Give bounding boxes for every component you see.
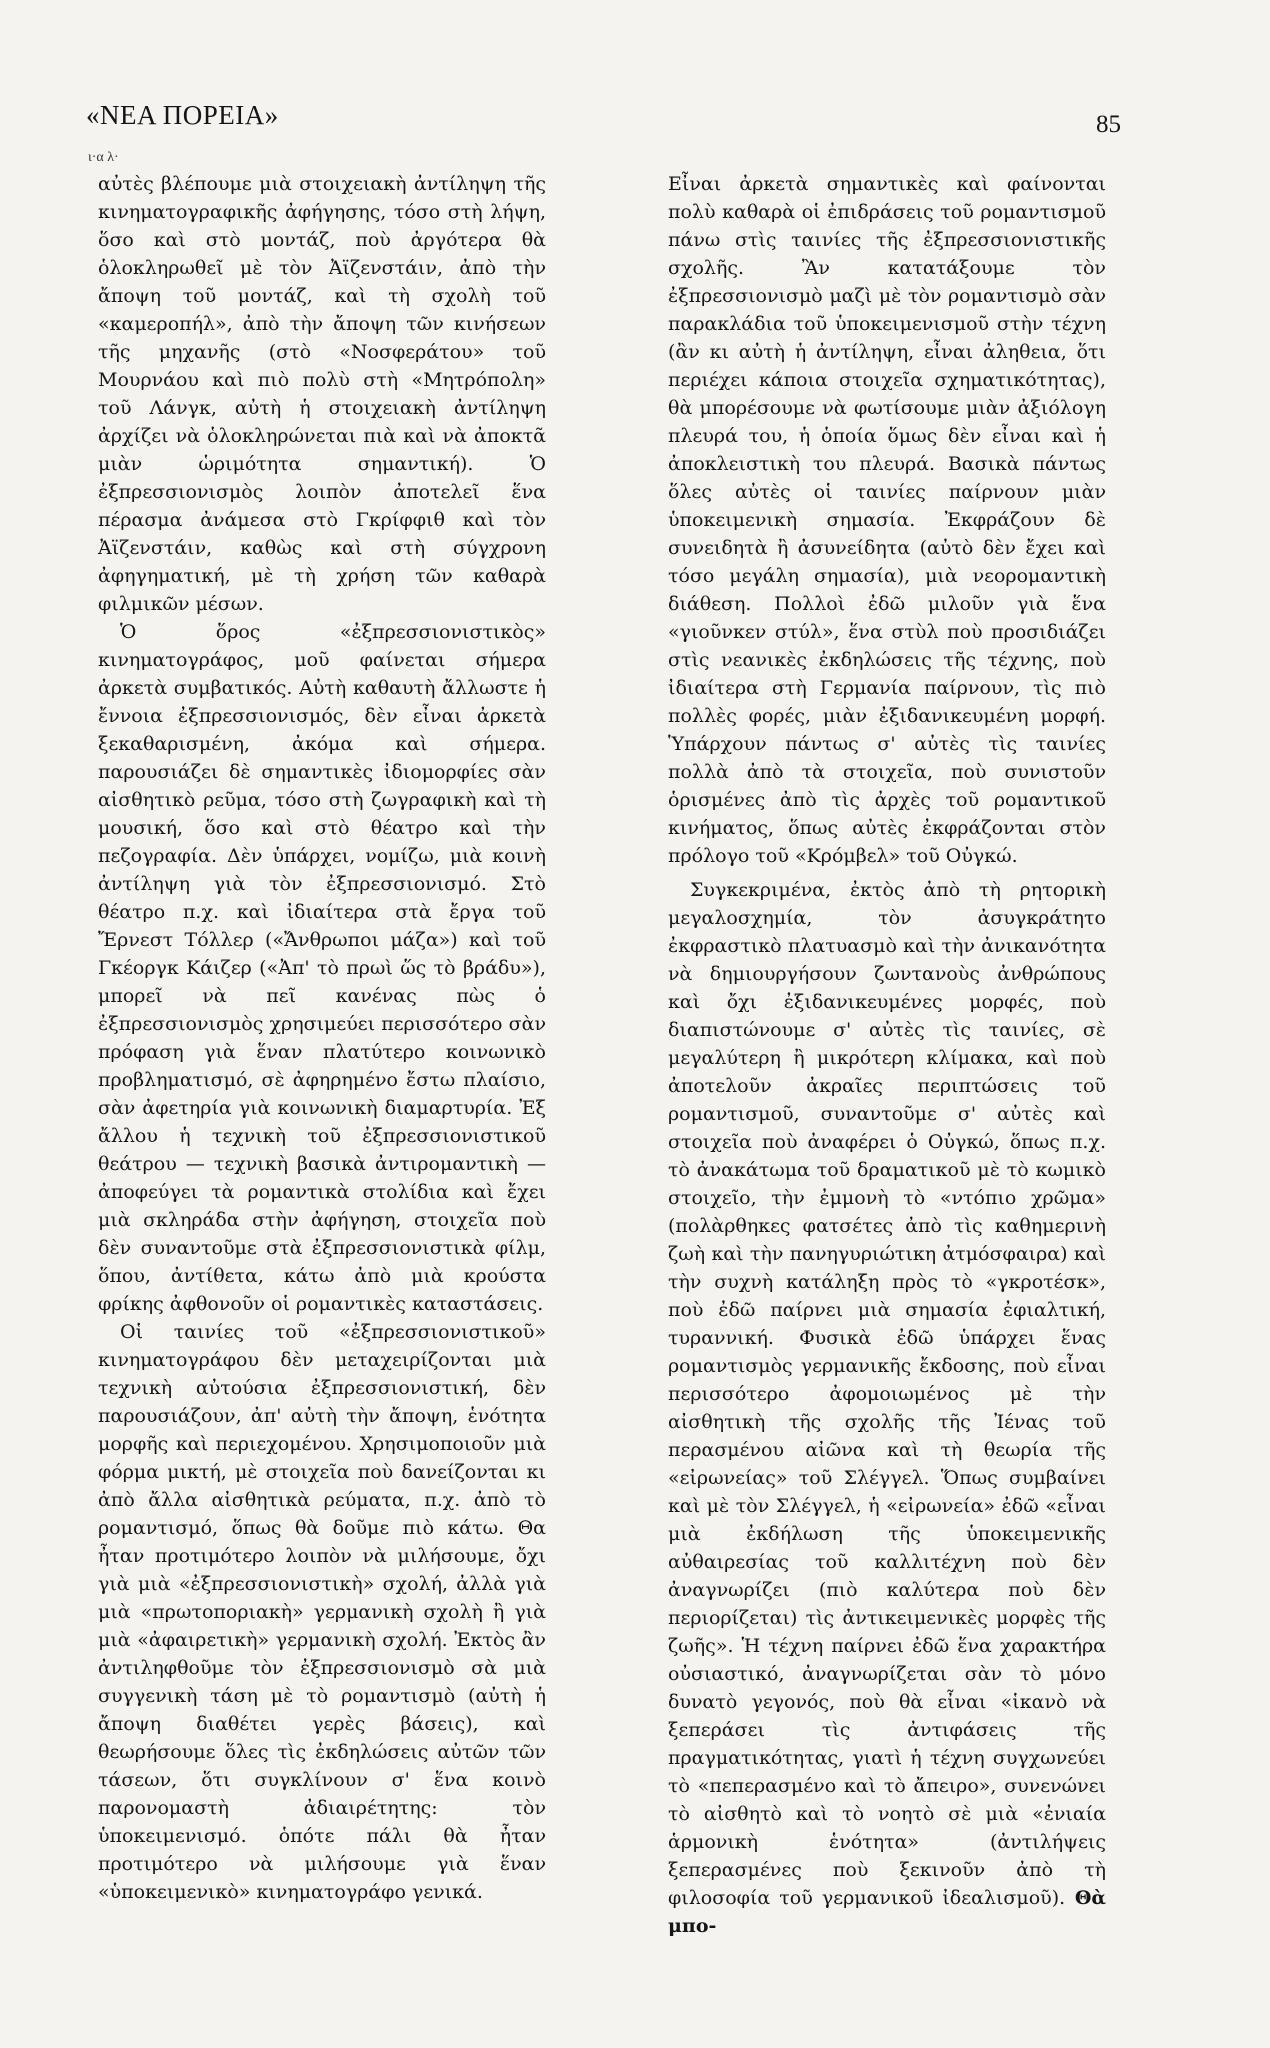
paragraph: αὐτὲς βλέπουμε μιὰ στοιχειακὴ ἀντίληψη τῆς κινηματογραφικῆς ἀφήγησης, τόσο στὴ λήψη, ὅσο καὶ στὸ μοντάζ, ποὺ ἀργότερα θὰ ὁλοκληρωθεῖ μὲ τὸν Ἀϊζενστάιν, ἀπὸ τὴν ἄποψη τοῦ μοντάζ, καὶ τὴ σχολὴ τοῦ «καμεροπήλ», ἀπὸ τὴν ἄποψη τῶν κινήσεων τῆς μηχανῆς (στὸ «Νοσφεράτου» τοῦ Μουρνάου καὶ πιὸ πολὺ στὴ «Μητρόπολη» τοῦ Λάνγκ, αὐτὴ ἡ στοιχειακὴ ἀντίληψη ἀρχίζει νὰ ὁλοκληρώνεται πιὰ καὶ νὰ ἀποκτᾶ μιὰν ὡριμότητα σημαντική). Ὁ ἐξπρεσσιονισμὸς λοιπὸν ἀποτελεῖ ἕνα πέρασμα ἀνάμεσα στὸ Γκρίφφιθ καὶ τὸν Ἀϊζενστάιν, καθὼς καὶ στὴ σύγχρονη ἀφηγηματική, μὲ τὴ χρήση τῶν καθαρὰ φιλμικῶν μέσων. <box>98 173 546 615</box>
paragraph: Εἶναι ἀρκετὰ σημαντικὲς καὶ φαίνονται πολὺ καθαρὰ οἱ ἐπιδράσεις τοῦ ρομαντισμοῦ πάνω στὶς ταινίες τῆς ἐξπρεσσιονιστικῆς σχολῆς. Ἂν κατατάξουμε τὸν ἐξπρεσσιονισμὸ μαζὶ μὲ τὸν ρομαντισμὸ σὰν παρακλάδια τοῦ ὑποκειμενισμοῦ στὴν τέχνη (ἂν κι αὐτὴ ἡ ἀντίληψη, εἶναι ἀληθεια, ὅτι περιέχει κάποια στοιχεῖα σχηματικότητας), θὰ μπορέσουμε νὰ φωτίσουμε μιὰν ἀξιόλογη πλευρά του, ἡ ὁποία ὅμως δὲν εἶναι καὶ ἡ ἀποκλειστικὴ του πλευρά. Βασικὰ πάντως ὅλες αὐτὲς οἱ ταινίες παίρνουν μιὰν ὑποκειμενικὴ σημασία. Ἐκφράζουν δὲ συνειδητὰ ἢ ἀσυνείδητα (αὐτὸ δὲν ἔχει καὶ τόσο μεγάλη σημασία), μιὰ νεορομαντικὴ διάθεση. Πολλοὶ ἐδῶ μιλοῦν γιὰ ἕνα «γιοῦνκεν στύλ», ἕνα στὺλ ποὺ προσιδιάζει στὶς νεανικὲς ἐκδηλώσεις τῆς τέχνης, ποὺ ἰδιαίτερα στὴ Γερμανία παίρνουν, τὶς πιὸ πολλὲς φορές, μιὰν ἐξιδανικευμένη μορφή. Ὑπάρχουν πάντως σ' αὐτὲς τὶς ταινίες πολλὰ ἀπὸ τὰ στοιχεῖα, ποὺ συνιστοῦν ὁρισμένες ἀπὸ τὶς ἀρχὲς τοῦ ρομαντικοῦ κινήματος, ὅπως αὐτὲς ἐκφράζονται στὸν πρόλογο τοῦ «Κρόμβελ» τοῦ Οὐγκώ. <box>668 173 1106 867</box>
left-column <box>98 170 546 1906</box>
paragraph <box>668 876 1106 1940</box>
ink-mark: ι·α λ· <box>88 150 119 165</box>
right-column <box>668 170 1106 1940</box>
paragraph: Οἱ ταινίες τοῦ «ἐξπρεσσιονιστικοῦ» κινηματογράφου δὲν μεταχειρίζονται μιὰ τεχνικὴ αὐτούσια ἐξπρεσσιονιστική, δὲν παρουσιάζουν, ἀπ' αὐτὴ τὴν ἄποψη, ἑνότητα μορφῆς καὶ περιεχομένου. Χρησιμοποιοῦν μιὰ φόρμα μικτή, μὲ στοιχεῖα ποὺ δανείζονται κι ἀπὸ ἄλλα αἰσθητικὰ ρεύματα, π.χ. ἀπὸ τὸ ρομαντισμό, ὅπως θὰ δοῦμε πιὸ κάτω. Θα ἦταν προτιμότερο λοιπὸν νὰ μιλήσουμε, ὄχι γιὰ μιὰ «ἐξπρεσσιονιστικὴ» σχολή, ἀλλὰ γιὰ μιὰ «πρωτοποριακὴ» γερμανικὴ σχολὴ ἢ γιὰ μιὰ «ἀφαιρετικὴ» γερμανικὴ σχολή. Ἐκτὸς ἂν ἀντιληφθοῦμε τὸν ἐξπρεσσιονισμὸ σὰ μιὰ συγγενικὴ τάση μὲ τὸ ρομαντισμὸ (αὐτὴ ἡ ἄποψη διαθέτει γερὲς βάσεις), καὶ θεωρήσουμε ὅλες τὶς ἐκδηλώσεις αὐτῶν τῶν τάσεων, ὅτι συγκλίνουν σ' ἕνα κοινὸ παρονομαστὴ ἀδιαιρέτητης: τὸν ὑποκειμενισμό. ὁπότε πάλι θὰ ἦταν προτιμότερο νὰ μιλήσουμε γιὰ ἕναν «ὑποκειμενικὸ» κινηματογράφο γενικά. <box>98 1321 546 1903</box>
running-head: «ΝΕΑ ΠΟΡΕΙΑ» <box>86 100 279 130</box>
paragraph-text: Συγκεκριμένα, ἐκτὸς ἀπὸ τὴ ρητορικὴ μεγαλοσχημία, τὸν ἀσυγκράτητο ἐκφραστικὸ πλατυασμὸ καὶ τὴν ἀνικανότητα νὰ δημιουργήσουν ζωντανοὺς ἀνθρώπους καὶ ὄχι ἐξιδανικευμένες μορφές, ποὺ διαπιστώνουμε σ' αὐτὲς τὶς ταινίες, σὲ μεγαλύτερη ἢ μικρότερη κλίμακα, καὶ ποὺ ἀποτελοῦν ἀκραῖες περιπτώσεις τοῦ ρομαντισμοῦ, συναντοῦμε σ' αὐτὲς καὶ στοιχεῖα ποὺ ἀναφέρει ὁ Οὐγκώ, ὅπως π.χ. τὸ ἀνακάτωμα τοῦ δραματικοῦ μὲ τὸ κωμικὸ στοιχεῖο, τὴν ἐμμονὴ τὸ «ντόπιο χρῶμα» (πολὰρθηκες φατσέτες ἀπὸ τὶς καθημερινὴ ζωὴ καὶ τὴν πανηγυριώτικη ἀτμόσφαιρα) καὶ τὴν συχνὴ κατάληξη πρὸς τὸ «γκροτέσκ», ποὺ ἐδῶ παίρνει μιὰ σημασία ἐφιαλτική, τυραννική. Φυσικὰ ἐδῶ ὑπάρχει ἕνας ρομαντισμὸς γερμανικῆς ἔκδοσης, ποὺ εἶναι περισσότερο ἀφομοιωμένος μὲ τὴν αἰσθητικὴ τῆς σχολῆς τῆς Ἰένας τοῦ περασμένου αἰῶνα καὶ τὴ θεωρία τῆς «εἰρωνείας» τοῦ Σλέγγελ. Ὅπως συμβαίνει καὶ μὲ τὸν Σλέγγελ, ἡ «εἰρωνεία» ἐδῶ «εἶναι μιὰ ἐκδήλωση τῆς ὑποκειμενικῆς αὐθαιρεσίας τοῦ καλλιτέχνη ποὺ δὲν ἀναγνωρίζει (πιὸ καλύτερα ποὺ δὲν περιορίζεται) τὶς ἀντικειμενικὲς μορφὲς τῆς ζωῆς». Ἡ τέχνη παίρνει ἐδῶ ἕνα χαρακτήρα οὐσιαστικό, ἀναγνωρίζεται σὰν τὸ μόνο δυνατὸ γεγονός, ποὺ θὰ εἶναι «ἱκανὸ νὰ ξεπεράσει τὶς ἀντιφάσεις τῆς πραγματικότητας, γιατὶ ἡ τέχνη συγχωνεύει τὸ «πεπερασμένο καὶ τὸ ἄπειρο», συνενώνει τὸ αἰσθητὸ καὶ τὸ νοητὸ σὲ μιὰ «ἐνιαία ἁρμονικὴ ἑνότητα» (ἀντιλήψεις ξεπερασμένες ποὺ ξεκινοῦν ἀπὸ τὴ φιλοσοφία τοῦ γερμανικοῦ ἰδεαλισμοῦ). <box>668 879 1106 1909</box>
paragraph: Ὁ ὅρος «ἐξπρεσσιονιστικὸς» κινηματογράφος, μοῦ φαίνεται σήμερα ἀρκετὰ συμβατικός. Αὐτὴ καθαυτὴ ἄλλωστε ἡ ἔννοια ἐξπρεσσιονισμός, δὲν εἶναι ἀρκετὰ ξεκαθαρισμένη, ἀκόμα καὶ σήμερα. παρουσιάζει δὲ σημαντικὲς ἰδιομορφίες σὰν αἰσθητικὸ ρεῦμα, τόσο στὴ ζωγραφικὴ καὶ τὴ μουσική, ὅσο καὶ στὸ θέατρο καὶ τὴν πεζογραφία. Δὲν ὑπάρχει, νομίζω, μιὰ κοινὴ ἀντίληψη γιὰ τὸν ἐξπρεσσιονισμό. Στὸ θέατρο π.χ. καὶ ἰδιαίτερα στὰ ἔργα τοῦ Ἔρνεστ Τόλλερ («Ἄνθρωποι μάζα») καὶ τοῦ Γκέοργκ Κάιζερ («Ἀπ' τὸ πρωὶ ὥς τὸ βράδυ»), μπορεῖ νὰ πεῖ κανένας πὼς ὁ ἐξπρεσσιονισμὸς χρησιμεύει περισσότερο σὰν πρόφαση γιὰ ἕναν πλατύτερο κοινωνικὸ προβληματισμό, σὲ ἀφηρημένο ἔστω πλαίσιο, σὰν ἀφετηρία γιὰ κοινωνικὴ διαμαρτυρία. Ἐξ ἄλλου ἡ τεχνικὴ τοῦ ἐξπρεσσιονιστικοῦ θεάτρου — τεχνικὴ βασικὰ ἀντιρομαντικὴ — ἀποφεύγει τὰ ρομαντικὰ στολίδια καὶ ἔχει μιὰ σκληράδα στὴν ἀφήγηση, στοιχεῖα ποὺ δὲν συναντοῦμε στὰ ἐξπρεσσιονιστικὰ φίλμ, ὅπου, ἀντίθετα, κάτω ἀπὸ μιὰ κρούστα φρίκης ἀφθονοῦν οἱ ρομαντικὲς καταστάσεις. <box>98 621 546 1315</box>
page-number: 85 <box>1096 111 1121 138</box>
continued-text: Θὰ μπο- <box>668 1887 1106 1937</box>
